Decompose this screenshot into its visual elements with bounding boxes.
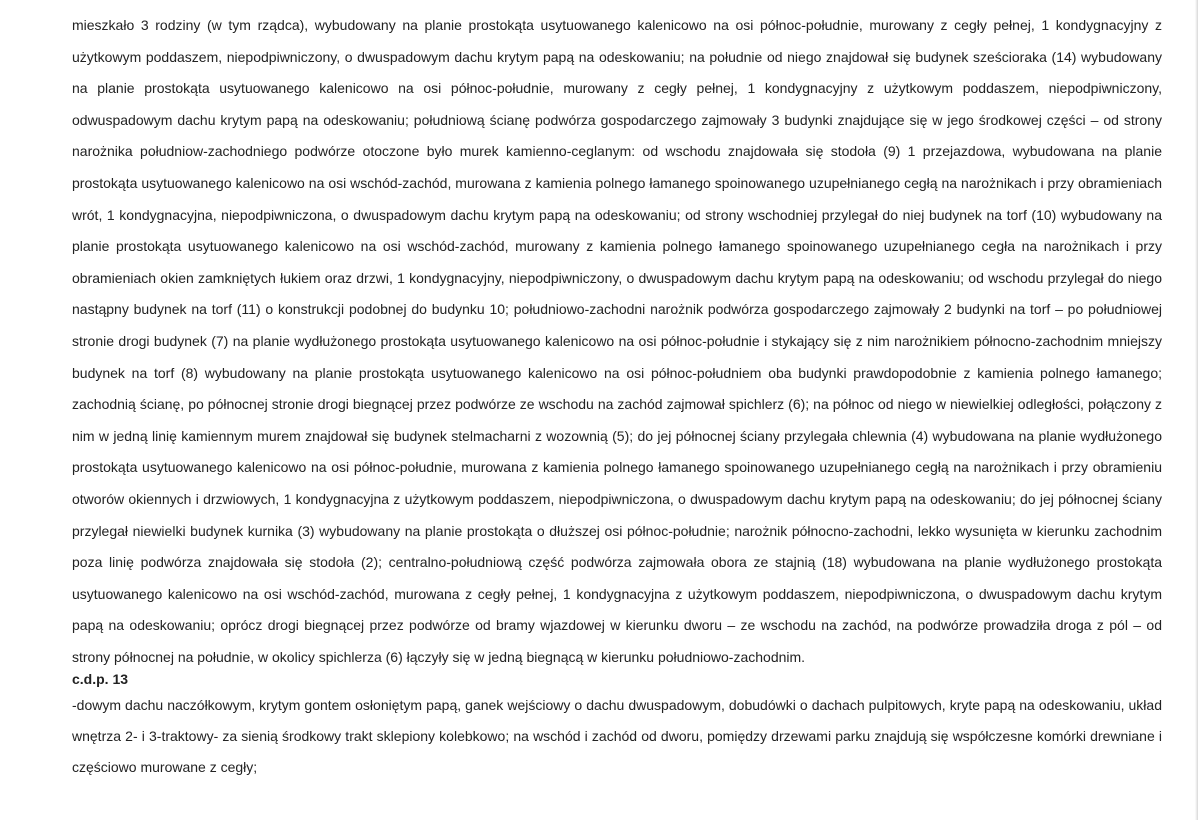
second-paragraph: -dowym dachu naczółkowym, krytym gontem osłoniętym papą, ganek wejściowy o dachu dwuspadowym, dobudówki o dachach pulpitowych, kryte papą na odeskowaniu, układ wnętrza 2- i 3-traktowy- za sienią środkowy trakt sklepiony kolebkowo; na wschód i zachód od dworu, pomiędzy drzewami parku znajdują się współczesne komórki drewniane i częściowo murowane z cegły; bbox=[72, 697, 1162, 775]
section-heading: c.d.p. 13 bbox=[72, 671, 129, 687]
main-paragraph: mieszkało 3 rodziny (w tym rządca), wybudowany na planie prostokąta usytuowanego kalenicowo na osi północ-południe, murowany z cegły pełnej, 1 kondygnacyjny z użytkowym poddaszem, niepodpiwniczony, o dwuspadowym dachu krytym papą na odeskowaniu; na południe od niego znajdował się budynek sześcioraka (14) wybudowany na planie prostokąta usytuowanego kalenicowo na osi północ-południe, murowany z cegły pełnej, 1 kondygnacyjny z użytkowym poddaszem, niepodpiwniczony, odwuspadowym dachu krytym papą na odeskowaniu; południową ścianę podwórza gospodarczego zajmowały 3 budynki znajdujące się w jego środkowej części – od strony narożnika południow-zachodniego podwórze otoczone było murek kamienno-ceglanym: od wschodu znajdowała się stodoła (9) 1 przejazdowa, wybudowana na planie prostokąta usytuowanego kalenicowo na osi wschód-zachód, murowana z kamienia polnego łamanego spoinowanego uzupełnianego cegłą na narożnikach i przy obramieniach wrót, 1 kondygnacyjna, niepodpiwniczona, o dwuspadowym dachu krytym papą na odeskowaniu; od strony wschodniej przylegał do niej budynek na torf (10) wybudowany na planie prostokąta usytuowanego kalenicowo na osi wschód-zachód, murowany z kamienia polnego łamanego spoinowanego uzupełnianego cegła na narożnikach i przy obramieniach okien zamkniętych łukiem oraz drzwi, 1 kondygnacyjny, niepodpiwniczony, o dwuspadowym dachu krytym papą na odeskowaniu; od wschodu przylegał do niego nastąpny budynek na torf (11) o konstrukcji podobnej do budynku 10; południowo-zachodni narożnik podwórza gospodarczego zajmowały 2 budynki na torf – po południowej stronie drogi budynek (7) na planie wydłużonego prostokąta usytuowanego kalenicowo na osi północ-południe i stykający się z nim narożnikiem północno-zachodnim mniejszy budynek na torf (8) wybudowany na planie prostokąta usytuowanego kalenicowo na osi północ-południem oba budynki prawdopodobnie z kamienia polnego łamanego; zachodnią ścianę, po północnej stronie drogi biegnącej przez podwórze ze wschodu na zachód zajmował spichlerz (6); na północ od niego w niewielkiej odległości, połączony z nim w jedną linię kamiennym murem znajdował się budynek stelmacharni z wozownią (5); do jej północnej ściany przylegała chlewnia (4) wybudowana na planie wydłużonego prostokąta usytuowanego kalenicowo na osi północ-południe, murowana z kamienia polnego łamanego spoinowanego uzupełnianego cegłą na narożnikach i przy obramieniu otworów okiennych i drzwiowych, 1 kondygnacyjna z użytkowym poddaszem, niepodpiwniczona, o dwuspadowym dachu krytym papą na odeskowaniu; do jej północnej ściany przylegał niewielki budynek kurnika (3) wybudowany na planie prostokąta o dłuższej osi północ-południe; narożnik północno-zachodni, lekko wysunięta w kierunku zachodnim poza linię podwórza znajdowała się stodoła (2); centralno-południową część podwórza zajmowała obora ze stajnią (18) wybudowana na planie wydłużonego prostokąta usytuowanego kalenicowo na osi wschód-zachód, murowana z cegły pełnej, 1 kondygnacyjna z użytkowym poddaszem, niepodpiwniczona, o dwuspadowym dachu krytym papą na odeskowaniu; oprócz drogi biegnącej przez podwórze od bramy wjazdowej w kierunku dworu – ze wschodu na zachód, na podwórze prowadziła droga z pól – od strony północnej na południe, w okolicy spichlerza (6) łączyły się w jedną biegnącą w kierunku południowo-zachodnim. bbox=[72, 17, 1162, 665]
